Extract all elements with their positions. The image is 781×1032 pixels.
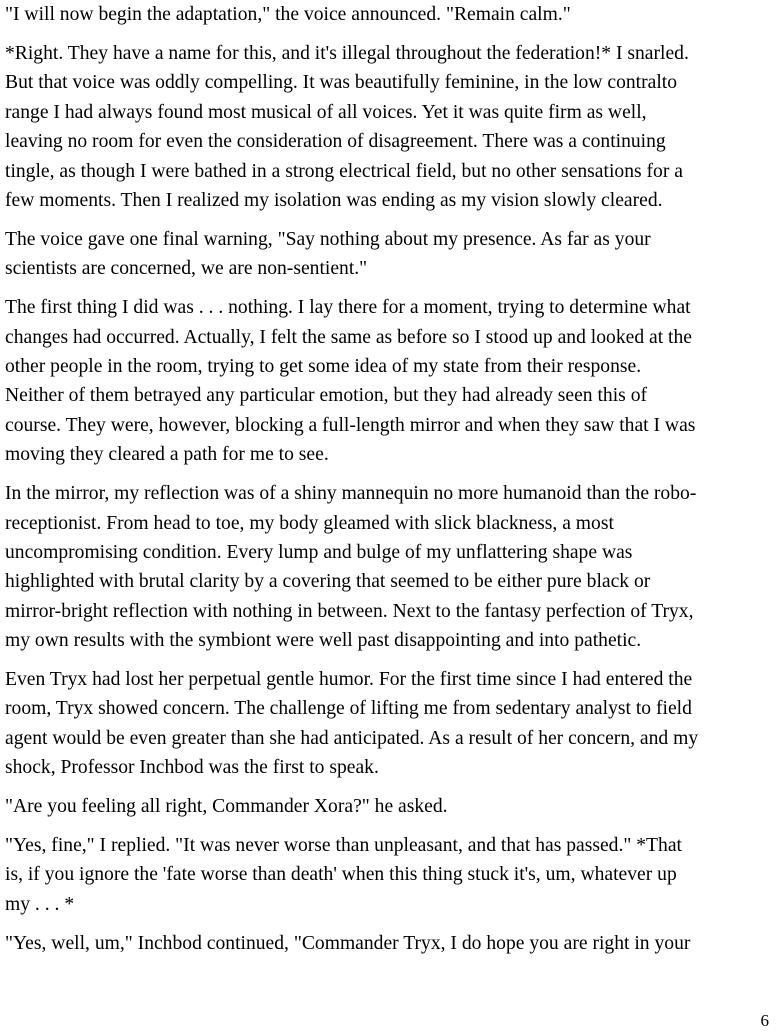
text-line: scientists are concerned, we are non-sentient." (5, 258, 368, 280)
paragraph (5, 665, 773, 783)
text-line: changes had occurred. Actually, I felt the same as before so I stood up and looked at the (5, 326, 692, 348)
text-line: Neither of them betrayed any particular emotion, but they had already seen this of (5, 385, 648, 407)
text-line: Even Tryx had lost her perpetual gentle humor. For the first time since I had entered the (5, 669, 693, 691)
text-line: "Are you feeling all right, Commander Xora?" he asked. (5, 796, 448, 818)
text-line: receptionist. From head to toe, my body gleamed with slick blackness, a most (5, 512, 614, 534)
text-line: moving they cleared a path for me to see. (5, 444, 329, 466)
paragraph (5, 831, 773, 919)
text-line: my . . . * (5, 893, 75, 915)
text-line: highlighted with brutal clarity by a covering that seemed to be either pure black or (5, 571, 651, 593)
text-line: my own results with the symbiont were well past disappointing and into pathetic. (5, 630, 642, 652)
paragraph (5, 792, 773, 821)
text-line: course. They were, however, blocking a full-length mirror and when they saw that I was (5, 414, 696, 436)
page-number: 6 (760, 1011, 769, 1030)
text-line: *Right. They have a name for this, and it's illegal throughout the federation!* I snarled. (5, 42, 689, 64)
paragraph (5, 293, 773, 469)
text-line: leaving no room for even the consideration of disagreement. There was a continuing (5, 131, 666, 153)
text-line: The voice gave one final warning, "Say nothing about my presence. As far as your (5, 228, 651, 250)
paragraph (5, 39, 773, 215)
paragraph (5, 929, 773, 958)
text-line: agent would be even greater than she had anticipated. As a result of her concern, and my (5, 727, 699, 749)
text-line: But that voice was oddly compelling. It was beautifully feminine, in the low contralto (5, 72, 678, 94)
text-line: "Yes, fine," I replied. "It was never worse than unpleasant, and that has passed." *That (5, 835, 682, 857)
paragraph (5, 0, 773, 29)
text-line: In the mirror, my reflection was of a shiny mannequin no more humanoid than the robo- (5, 483, 697, 505)
paragraph (5, 479, 773, 655)
text-line: range I had always found most musical of all voices. Yet it was quite firm as well, (5, 101, 647, 123)
text-line: The first thing I did was . . . nothing. I lay there for a moment, trying to determine what (5, 297, 691, 319)
text-line: room, Tryx showed concern. The challenge of lifting me from sedentary analyst to field (5, 698, 692, 720)
text-line: tingle, as though I were bathed in a strong electrical field, but no other sensations for a (5, 160, 683, 182)
text-line: mirror-bright reflection with nothing in between. Next to the fantasy perfection of Tryx, (5, 600, 694, 622)
text-line: "I will now begin the adaptation," the voice announced. "Remain calm." (5, 4, 571, 25)
text-line: few moments. Then I realized my isolation was ending as my vision slowly cleared. (5, 189, 663, 211)
text-line: other people in the room, trying to get some idea of my state from their response. (5, 355, 642, 377)
text-line: is, if you ignore the 'fate worse than death' when this thing stuck it's, um, whatever up (5, 864, 677, 886)
paragraph (5, 225, 773, 284)
document-page (5, 0, 773, 968)
text-line: "Yes, well, um," Inchbod continued, "Commander Tryx, I do hope you are right in your (5, 932, 691, 954)
text-line: uncompromising condition. Every lump and bulge of my unflattering shape was (5, 541, 633, 563)
text-line: shock, Professor Inchbod was the first to speak. (5, 757, 379, 779)
